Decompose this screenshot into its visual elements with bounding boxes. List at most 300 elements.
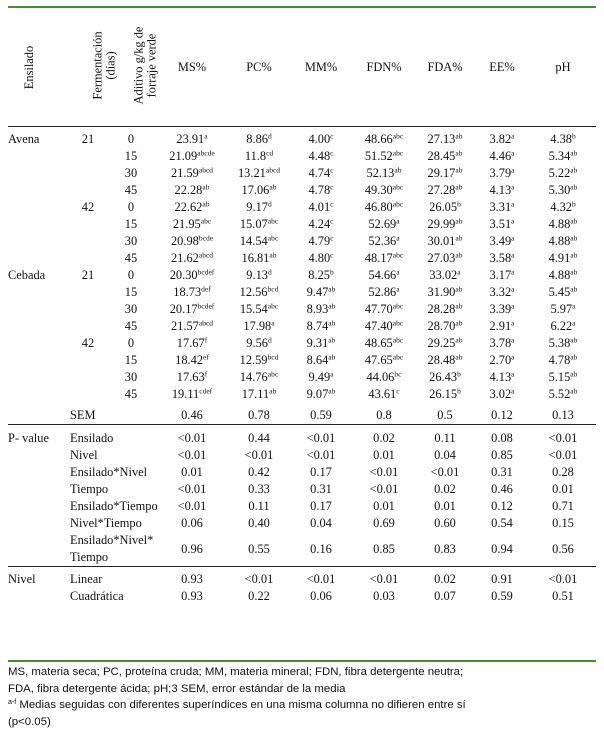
value-number: 9.07 bbox=[306, 387, 329, 401]
pvalue-value: 0.17 bbox=[310, 499, 332, 513]
value-number: 26.43 bbox=[429, 370, 458, 384]
value-number: 23.91 bbox=[176, 132, 205, 146]
row-ensilado bbox=[8, 369, 70, 386]
value-number: 4.32 bbox=[550, 200, 572, 214]
pvalue-row bbox=[8, 425, 596, 448]
pvalue-effect-label: Nivel*Tiempo bbox=[70, 516, 142, 530]
sem-label: SEM bbox=[70, 408, 96, 422]
value-cell bbox=[290, 165, 352, 182]
value-superscript: ab bbox=[455, 165, 463, 175]
row-fermentacion bbox=[70, 369, 106, 386]
table-row bbox=[8, 250, 596, 267]
value-number: 52.69 bbox=[368, 217, 397, 231]
value-cell bbox=[156, 216, 228, 233]
value-cell bbox=[228, 386, 290, 403]
row-ensilado bbox=[8, 182, 70, 199]
footnote bbox=[8, 664, 596, 730]
value-cell bbox=[290, 182, 352, 199]
value-cell bbox=[530, 127, 596, 149]
sem-row bbox=[8, 403, 596, 425]
value-number: 4.79 bbox=[308, 234, 331, 248]
value-number: 4.01 bbox=[308, 200, 331, 214]
value-cell bbox=[156, 267, 228, 284]
row-fermentacion bbox=[70, 352, 106, 369]
pvalue-value: 0.54 bbox=[491, 516, 513, 530]
value-number: 47.40 bbox=[364, 319, 393, 333]
value-cell bbox=[228, 318, 290, 335]
value-cell bbox=[290, 318, 352, 335]
value-cell bbox=[290, 386, 352, 403]
value-cell bbox=[474, 284, 530, 301]
value-number: 5.45 bbox=[548, 285, 571, 299]
value-cell bbox=[474, 233, 530, 250]
value-number: 28.48 bbox=[427, 353, 456, 367]
pvalue-effect-label: Ensilado*Tiempo bbox=[70, 499, 158, 513]
value-cell bbox=[352, 199, 416, 216]
value-superscript: abc bbox=[392, 131, 404, 141]
nivel-effect-label: Cuadrática bbox=[70, 589, 124, 603]
value-superscript: a bbox=[511, 335, 515, 345]
value-cell bbox=[530, 335, 596, 352]
row-aditivo: 15 bbox=[124, 149, 138, 163]
value-superscript: ab bbox=[570, 386, 578, 396]
value-superscript: c bbox=[330, 216, 334, 226]
value-cell bbox=[474, 318, 530, 335]
value-cell bbox=[228, 301, 290, 318]
pvalue-value: 0.96 bbox=[181, 541, 203, 556]
value-superscript: c bbox=[330, 199, 334, 209]
value-cell bbox=[474, 182, 530, 199]
value-number: 15.54 bbox=[239, 302, 268, 316]
value-cell bbox=[352, 301, 416, 318]
value-number: 9.56 bbox=[246, 336, 268, 350]
footnote-line4: (p<0.05) bbox=[8, 715, 51, 728]
value-number: 18.42 bbox=[175, 353, 204, 367]
table-row bbox=[8, 216, 596, 233]
value-cell bbox=[352, 335, 416, 352]
pvalue-value: <0.01 bbox=[306, 448, 336, 462]
value-superscript: ab bbox=[570, 233, 578, 243]
value-superscript: abcd bbox=[198, 165, 214, 175]
nivel-value: 0.91 bbox=[474, 567, 530, 589]
value-cell bbox=[416, 199, 474, 216]
value-number: 4.48 bbox=[308, 149, 331, 163]
value-number: 33.02 bbox=[429, 268, 458, 282]
pvalue-group-label bbox=[8, 447, 70, 464]
pvalue-group-label bbox=[8, 464, 70, 481]
value-cell bbox=[530, 250, 596, 267]
nivel-value: <0.01 bbox=[352, 567, 416, 589]
value-cell bbox=[156, 284, 228, 301]
value-number: 4.13 bbox=[489, 370, 512, 384]
pvalue-row bbox=[8, 464, 596, 481]
value-number: 8.93 bbox=[306, 302, 329, 316]
value-superscript: abc bbox=[267, 216, 279, 226]
pvalue-value: 0.60 bbox=[434, 516, 456, 530]
value-cell bbox=[416, 267, 474, 284]
value-cell bbox=[530, 352, 596, 369]
value-number: 3.31 bbox=[489, 200, 512, 214]
nivel-value: 0.93 bbox=[181, 589, 203, 603]
row-fermentacion: 42 bbox=[81, 336, 95, 350]
pvalue-value: 0.02 bbox=[434, 482, 456, 496]
value-cell bbox=[290, 267, 352, 284]
value-cell bbox=[156, 199, 228, 216]
value-cell bbox=[474, 352, 530, 369]
value-cell bbox=[228, 127, 290, 149]
value-cell bbox=[416, 318, 474, 335]
value-number: 3.82 bbox=[489, 132, 512, 146]
pvalue-value: <0.01 bbox=[177, 482, 207, 496]
value-superscript: ab bbox=[455, 182, 463, 192]
value-number: 43.61 bbox=[368, 387, 397, 401]
value-superscript: abc bbox=[267, 233, 279, 243]
pvalue-value: 0.08 bbox=[474, 425, 530, 448]
value-superscript: d bbox=[267, 199, 272, 209]
value-superscript: ab bbox=[570, 267, 578, 277]
value-number: 17.98 bbox=[243, 319, 272, 333]
header-fermentacion-text bbox=[92, 32, 117, 100]
row-fermentacion bbox=[70, 233, 106, 250]
value-superscript: abcd bbox=[198, 318, 214, 328]
value-cell bbox=[530, 165, 596, 182]
value-superscript: b bbox=[571, 131, 576, 141]
value-superscript: d bbox=[267, 131, 272, 141]
nivel-value: 0.03 bbox=[373, 589, 395, 603]
value-number: 30.01 bbox=[427, 234, 456, 248]
value-number: 17.67 bbox=[176, 336, 205, 350]
row-fermentacion bbox=[70, 165, 106, 182]
value-superscript: a bbox=[396, 267, 400, 277]
value-superscript: c bbox=[396, 386, 400, 396]
sem-value: 0.13 bbox=[552, 408, 574, 422]
value-number: 27.13 bbox=[427, 132, 456, 146]
value-superscript: bcdef bbox=[197, 301, 215, 311]
pvalue-value: 0.12 bbox=[491, 499, 513, 513]
pvalue-value: 0.85 bbox=[373, 541, 395, 556]
pvalue-value: 0.31 bbox=[310, 482, 332, 496]
value-superscript: ab bbox=[328, 386, 336, 396]
header-row bbox=[8, 8, 596, 127]
value-cell bbox=[290, 250, 352, 267]
value-number: 20.98 bbox=[170, 234, 199, 248]
row-fermentacion bbox=[70, 250, 106, 267]
value-number: 4.88 bbox=[548, 268, 571, 282]
value-number: 22.28 bbox=[174, 183, 203, 197]
value-superscript: abc bbox=[267, 301, 279, 311]
pvalue-value: 0.04 bbox=[310, 516, 332, 530]
value-cell bbox=[228, 267, 290, 284]
value-cell bbox=[530, 369, 596, 386]
value-cell bbox=[228, 233, 290, 250]
row-fermentacion bbox=[70, 216, 106, 233]
value-superscript: ab bbox=[570, 250, 578, 260]
row-ensilado: Cebada bbox=[8, 268, 46, 282]
silage-composition-table bbox=[8, 8, 596, 605]
value-cell bbox=[352, 369, 416, 386]
value-number: 3.17 bbox=[489, 268, 512, 282]
value-number: 16.81 bbox=[241, 251, 270, 265]
value-cell bbox=[530, 216, 596, 233]
value-number: 27.03 bbox=[427, 251, 456, 265]
value-superscript: ab bbox=[570, 216, 578, 226]
value-cell bbox=[530, 301, 596, 318]
value-number: 22.62 bbox=[174, 200, 203, 214]
pvalue-value: 0.46 bbox=[491, 482, 513, 496]
pvalue-value: 0.71 bbox=[552, 499, 574, 513]
value-number: 2.91 bbox=[489, 319, 512, 333]
value-number: 14.54 bbox=[239, 234, 268, 248]
value-superscript: abc bbox=[200, 216, 212, 226]
pvalue-effect-line1: Ensilado*Nivel* bbox=[70, 533, 154, 547]
value-superscript: abc bbox=[392, 301, 404, 311]
value-superscript: def bbox=[201, 284, 211, 294]
value-cell bbox=[530, 284, 596, 301]
value-cell bbox=[416, 250, 474, 267]
value-number: 46.80 bbox=[364, 200, 393, 214]
value-superscript: a bbox=[511, 369, 515, 379]
pvalue-value: <0.01 bbox=[530, 425, 596, 448]
value-cell bbox=[352, 250, 416, 267]
value-superscript: abc bbox=[392, 148, 404, 158]
nivel-value: 0.07 bbox=[434, 589, 456, 603]
value-superscript: ab bbox=[570, 148, 578, 158]
value-superscript: a bbox=[511, 131, 515, 141]
value-number: 9.31 bbox=[306, 336, 329, 350]
value-cell bbox=[156, 148, 228, 165]
row-aditivo: 30 bbox=[124, 166, 138, 180]
row-fermentacion bbox=[70, 284, 106, 301]
pvalue-value: 0.04 bbox=[434, 448, 456, 462]
row-fermentacion bbox=[70, 386, 106, 403]
row-ensilado bbox=[8, 318, 70, 335]
value-cell bbox=[416, 369, 474, 386]
value-superscript: c bbox=[330, 148, 334, 158]
pvalue-value: 0.69 bbox=[373, 516, 395, 530]
value-number: 48.65 bbox=[364, 336, 393, 350]
value-superscript: ab bbox=[455, 216, 463, 226]
value-cell bbox=[352, 216, 416, 233]
table-row bbox=[8, 165, 596, 182]
value-cell bbox=[156, 165, 228, 182]
value-number: 3.32 bbox=[489, 285, 512, 299]
row-ensilado bbox=[8, 148, 70, 165]
value-superscript: ef bbox=[203, 352, 209, 362]
value-number: 28.28 bbox=[427, 302, 456, 316]
pvalue-value: 0.94 bbox=[491, 541, 513, 556]
pvalue-value: 0.56 bbox=[552, 541, 574, 556]
value-superscript: a bbox=[511, 267, 515, 277]
value-number: 13.21 bbox=[237, 166, 266, 180]
row-aditivo: 0 bbox=[127, 268, 135, 282]
value-number: 12.56 bbox=[239, 285, 268, 299]
pvalue-value: 0.01 bbox=[373, 448, 395, 462]
value-cell bbox=[352, 148, 416, 165]
value-superscript: bcd bbox=[267, 284, 279, 294]
header-ensilado-text: Ensilado bbox=[22, 45, 37, 89]
value-superscript: bcd bbox=[267, 352, 279, 362]
value-cell bbox=[228, 284, 290, 301]
pvalue-value: 0.01 bbox=[373, 499, 395, 513]
pvalue-value: 0.15 bbox=[552, 516, 574, 530]
value-number: 9.49 bbox=[308, 370, 331, 384]
value-superscript: b bbox=[571, 199, 576, 209]
value-number: 5.34 bbox=[548, 149, 571, 163]
value-cell bbox=[156, 182, 228, 199]
value-cell bbox=[228, 335, 290, 352]
footnote-line3 bbox=[8, 697, 596, 714]
value-number: 44.06 bbox=[366, 370, 395, 384]
value-number: 20.17 bbox=[169, 302, 198, 316]
value-number: 2.70 bbox=[489, 353, 512, 367]
value-number: 4.24 bbox=[308, 217, 331, 231]
row-aditivo: 45 bbox=[124, 183, 138, 197]
value-cell bbox=[416, 165, 474, 182]
value-superscript: ab bbox=[455, 233, 463, 243]
value-cell bbox=[352, 386, 416, 403]
value-cell bbox=[352, 318, 416, 335]
value-cell bbox=[290, 148, 352, 165]
pvalue-row bbox=[8, 447, 596, 464]
pvalue-value: 0.11 bbox=[248, 499, 270, 513]
value-number: 3.02 bbox=[489, 387, 512, 401]
value-number: 28.70 bbox=[427, 319, 456, 333]
value-cell bbox=[474, 199, 530, 216]
pvalue-group-label bbox=[8, 515, 70, 532]
nivel-group-label: Nivel bbox=[8, 567, 70, 589]
row-aditivo: 0 bbox=[127, 336, 135, 350]
value-number: 21.62 bbox=[170, 251, 199, 265]
value-superscript: ab bbox=[570, 182, 578, 192]
nivel-value: 0.59 bbox=[491, 589, 513, 603]
value-superscript: cdef bbox=[199, 386, 213, 396]
pvalue-value: <0.01 bbox=[369, 482, 399, 496]
row-ensilado bbox=[8, 199, 70, 216]
value-number: 52.36 bbox=[368, 234, 397, 248]
value-superscript: a bbox=[511, 199, 515, 209]
value-number: 5.38 bbox=[548, 336, 571, 350]
row-aditivo: 45 bbox=[124, 319, 138, 333]
pvalue-group-label bbox=[8, 498, 70, 515]
value-superscript: ab bbox=[455, 318, 463, 328]
header-ensilado bbox=[8, 8, 70, 127]
table-row bbox=[8, 284, 596, 301]
value-cell bbox=[228, 352, 290, 369]
value-cell bbox=[156, 369, 228, 386]
value-number: 29.99 bbox=[427, 217, 456, 231]
value-number: 17.06 bbox=[241, 183, 270, 197]
value-number: 4.78 bbox=[308, 183, 331, 197]
value-number: 52.86 bbox=[368, 285, 397, 299]
value-cell bbox=[416, 301, 474, 318]
row-ensilado bbox=[8, 284, 70, 301]
header-col-fda: FDA% bbox=[416, 8, 474, 127]
value-cell bbox=[530, 233, 596, 250]
value-cell bbox=[530, 148, 596, 165]
value-superscript: ab bbox=[455, 335, 463, 345]
value-superscript: ab bbox=[455, 148, 463, 158]
value-superscript: ab bbox=[455, 250, 463, 260]
nivel-value: <0.01 bbox=[290, 567, 352, 589]
nivel-value: <0.01 bbox=[228, 567, 290, 589]
row-fermentacion bbox=[70, 318, 106, 335]
value-cell bbox=[530, 267, 596, 284]
pvalue-value: 0.33 bbox=[248, 482, 270, 496]
value-superscript: c bbox=[330, 233, 334, 243]
value-number: 48.17 bbox=[364, 251, 393, 265]
pvalue-value: 0.28 bbox=[552, 465, 574, 479]
value-number: 4.13 bbox=[489, 183, 512, 197]
value-number: 49.30 bbox=[364, 183, 393, 197]
value-superscript: abc bbox=[392, 352, 404, 362]
value-number: 48.66 bbox=[364, 132, 393, 146]
value-cell bbox=[156, 250, 228, 267]
value-superscript: a bbox=[511, 318, 515, 328]
value-number: 6.22 bbox=[550, 319, 573, 333]
value-superscript: b bbox=[457, 386, 461, 396]
value-superscript: abc bbox=[392, 250, 404, 260]
table-row bbox=[8, 386, 596, 403]
pvalue-value: 0.31 bbox=[491, 465, 513, 479]
value-superscript: abc bbox=[392, 318, 404, 328]
value-cell bbox=[416, 182, 474, 199]
value-cell bbox=[416, 148, 474, 165]
value-number: 4.00 bbox=[308, 132, 331, 146]
pvalue-value: <0.01 bbox=[177, 448, 207, 462]
value-number: 21.95 bbox=[172, 217, 201, 231]
value-superscript: abc bbox=[267, 369, 279, 379]
value-cell bbox=[474, 267, 530, 284]
value-superscript: a bbox=[271, 318, 275, 328]
header-col-ms: MS% bbox=[156, 8, 228, 127]
value-superscript: a bbox=[572, 318, 576, 328]
value-superscript: c bbox=[330, 165, 334, 175]
value-cell bbox=[290, 199, 352, 216]
value-cell bbox=[228, 148, 290, 165]
value-cell bbox=[290, 352, 352, 369]
value-superscript: ab bbox=[269, 250, 277, 260]
value-number: 3.58 bbox=[489, 251, 512, 265]
row-fermentacion: 21 bbox=[81, 268, 95, 282]
header-fermentacion bbox=[70, 8, 118, 127]
nivel-row bbox=[8, 567, 596, 589]
sem-blank bbox=[8, 403, 70, 425]
sem-value: 0.12 bbox=[491, 408, 513, 422]
nivel-effect-label: Linear bbox=[70, 567, 156, 589]
pvalue-value: <0.01 bbox=[177, 499, 207, 513]
value-cell bbox=[474, 148, 530, 165]
pvalue-value: <0.01 bbox=[369, 465, 399, 479]
value-number: 52.13 bbox=[366, 166, 395, 180]
value-number: 5.15 bbox=[548, 370, 571, 384]
value-superscript: abc bbox=[392, 335, 404, 345]
value-superscript: ab bbox=[455, 284, 463, 294]
value-superscript: ab bbox=[328, 335, 336, 345]
pvalue-value: 0.83 bbox=[434, 541, 456, 556]
value-cell bbox=[352, 233, 416, 250]
value-cell bbox=[290, 284, 352, 301]
value-number: 9.13 bbox=[246, 268, 268, 282]
row-ensilado bbox=[8, 165, 70, 182]
value-superscript: a bbox=[511, 250, 515, 260]
row-aditivo: 30 bbox=[124, 234, 138, 248]
value-cell bbox=[530, 318, 596, 335]
pvalue-value: 0.02 bbox=[352, 425, 416, 448]
table-row bbox=[8, 267, 596, 284]
value-number: 8.64 bbox=[306, 353, 329, 367]
row-ensilado bbox=[8, 352, 70, 369]
value-cell bbox=[352, 352, 416, 369]
